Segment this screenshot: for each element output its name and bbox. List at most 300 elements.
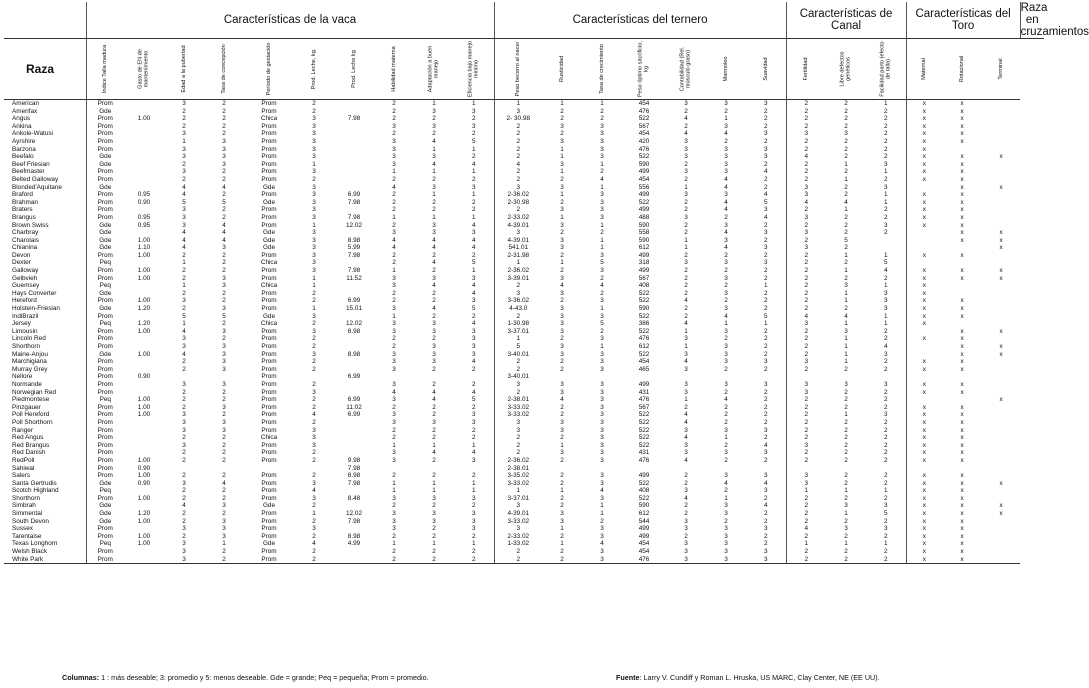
table-cell [982,335,1020,343]
table-cell: 3 [182,297,186,305]
table-cell: 2 [764,403,768,411]
table-cell: Prom [261,221,277,229]
table-cell: 8.98 [347,236,361,244]
breed-name-cell: Blonded'Aquitane [12,183,62,191]
table-cell: 4 [724,206,728,214]
table-cell: 2 [786,533,826,541]
table-cell: x [960,434,964,442]
table-cell: 3-39.01 [494,275,542,283]
table-cell: 2 [222,456,226,464]
table-cell: 0.90 [137,464,151,472]
table-cell: 2 [684,160,688,168]
table-cell: 3 [724,380,728,388]
table-cell: 2 [432,175,436,183]
table-cell: 2 [471,153,476,161]
column-header [164,39,204,100]
table-cell: 2 [392,434,396,442]
table-cell: 2 [786,305,826,313]
table-cell: 1 [432,145,436,153]
table-cell: 4 [471,236,476,244]
table-cell [334,442,374,450]
table-row [4,518,1044,526]
table-cell: 1 [392,441,396,449]
table-cell: 3 [182,153,186,161]
table-cell: 3 [560,320,564,328]
table-cell: 1 [684,327,688,335]
table-cell: 3-37.01 [494,328,542,336]
table-cell [982,259,1020,267]
table-cell [786,465,826,473]
table-cell: 1 [471,487,476,495]
table-cell: 7.98 [347,198,361,206]
table-cell: 556 [638,183,650,191]
table-cell: x [999,350,1003,358]
table-cell: 2 [600,115,604,123]
table-cell [124,366,164,374]
table-cell: Gde [86,161,124,169]
table-row [4,282,1044,290]
table-cell: Prom [261,494,277,502]
table-cell: Prom [261,100,277,107]
table-cell: 2 [182,396,186,404]
table-cell: x [906,297,942,305]
table-cell: 1 [844,335,848,343]
table-cell [334,123,374,131]
table-cell: Prom [261,479,277,487]
table-cell: 3 [724,100,728,107]
table-cell [942,259,982,267]
table-cell: 2 [844,115,848,123]
table-cell: Chica [260,434,278,442]
table-cell: 2 [182,434,186,442]
table-cell: 2 [884,403,888,411]
table-cell: 2 [844,472,848,480]
table-cell: Prom [86,358,124,366]
table-cell [866,373,906,381]
table-cell: x [906,480,942,488]
table-cell: 2 [764,343,768,350]
table-cell [706,373,746,381]
table-cell: 2 [222,335,226,343]
table-cell: 4 [724,244,728,252]
table-cell [124,108,164,116]
table-cell: 4 [432,244,436,252]
table-cell: 2 [684,122,688,130]
table-cell: 8.98 [347,472,361,480]
table-cell: 4 [312,411,316,419]
table-cell [124,427,164,435]
table-cell: 2 [884,122,888,130]
table-cell: Gde [86,229,124,237]
table-cell: 4 [684,320,688,328]
table-cell: 3 [560,236,564,244]
table-cell: 3 [222,305,226,313]
table-cell: 2 [182,175,186,183]
table-cell [942,282,982,290]
table-cell: x [906,138,942,146]
breed-characteristics-table [4,2,1089,564]
table-cell: 2 [222,107,226,115]
table-cell: 2 [684,472,688,480]
table-cell [982,366,1020,374]
table-cell [906,184,942,192]
breed-name-cell: Red Danish [12,449,46,457]
table-cell: 2 [786,335,826,343]
table-cell: 1 [312,160,316,168]
table-cell: 4 [884,343,888,350]
table-cell: 1.00 [137,327,151,335]
table-cell: 0.90 [137,373,151,381]
table-cell: Prom [261,548,277,556]
table-cell: 3 [884,297,888,305]
table-cell: 2 [182,305,186,313]
table-cell: 15.01 [346,305,362,313]
column-header-label: Prod. Leche, kg. [310,48,317,90]
table-cell: 3 [432,122,436,130]
table-cell: 499 [638,267,650,275]
table-cell: 1.00 [137,411,151,419]
table-cell [982,115,1020,123]
table-cell: 3 [724,274,728,282]
table-cell: 2 [884,426,888,434]
table-cell: 2 [844,153,848,161]
breed-name-cell: South Devon [12,517,49,525]
table-cell: 522 [638,434,650,442]
table-cell: 522 [638,297,650,305]
table-cell: 1 [844,289,848,297]
table-cell: 2 [844,434,848,442]
table-cell: 2 [222,122,226,130]
table-cell: Prom [261,388,277,396]
table-cell: 1 [844,350,848,358]
table-cell: x [906,161,942,169]
table-cell: 1 [432,487,436,495]
table-cell [164,373,204,381]
table-cell: 4 [884,267,888,275]
table-cell: x [906,153,942,161]
table-cell: 2 [222,396,226,404]
table-cell: 3 [684,335,688,343]
table-cell: 4 [764,441,768,449]
table-cell: 2 [432,472,436,480]
table-cell: 4 [432,388,436,396]
table-cell: 1 [600,305,604,313]
table-cell: 3 [684,191,688,199]
table-cell: 408 [638,282,650,290]
column-header-label: Tasa de concepción [220,44,227,94]
table-cell [982,108,1020,116]
table-cell: 2 [786,259,826,267]
table-cell: 3 [560,312,564,320]
table-cell: 2 [312,403,316,411]
table-cell: 3 [764,472,768,480]
table-cell: 3 [600,388,604,396]
table-cell [124,434,164,442]
table-cell [622,373,666,381]
table-cell: 522 [638,350,650,358]
table-cell: Gde [86,502,124,510]
table-cell: Prom [86,115,124,123]
table-cell: x [906,434,942,442]
table-cell [982,465,1020,473]
table-cell: 3 [560,160,564,168]
breed-name-cell: Sussex [12,525,33,533]
table-cell: 2 [786,396,826,404]
table-cell: 3 [786,389,826,397]
table-cell: 2 [844,403,848,411]
table-cell: x [960,548,964,556]
table-cell: Prom [261,350,277,358]
table-cell: 2 [786,419,826,427]
table-cell: 2 [392,548,396,556]
table-cell: 0.95 [137,213,151,221]
table-cell [124,130,164,138]
table-cell: 3 [684,213,688,221]
table-cell: 2 [684,532,688,540]
table-cell: 2- 30.98 [494,115,542,123]
table-cell: 3 [222,244,226,252]
table-cell: 2 [494,358,542,366]
table-cell [334,381,374,389]
table-cell: 1 [560,525,564,533]
table-cell [124,146,164,154]
table-cell: 5 [471,305,476,313]
table-cell: 2 [844,388,848,396]
table-cell: 567 [638,122,650,130]
table-cell: 3 [312,213,316,221]
table-cell: 3 [312,479,316,487]
table-cell: 1 [432,100,436,107]
table-cell: x [999,236,1003,244]
table-cell: 2 [494,366,542,374]
table-cell: 3 [560,206,564,214]
table-cell: 2 [724,297,728,305]
table-cell: 3 [312,137,316,145]
table-cell: 3 [724,236,728,244]
table-cell [334,282,374,290]
table-cell: 2 [182,403,186,411]
breed-name-cell: Braters [12,206,33,214]
table-cell: x [960,305,964,313]
table-cell: 3-36.02 [494,297,542,305]
table-cell: 3 [724,327,728,335]
column-header [706,39,746,100]
column-header [414,39,454,100]
breed-name-cell: Holstein-Friesian [12,305,60,313]
table-cell: 2 [432,289,436,297]
table-cell: 2 [684,206,688,214]
table-cell: 2 [764,183,768,191]
table-cell: Prom [86,100,124,108]
table-cell [866,465,906,473]
table-cell: 3 [600,130,604,138]
table-cell: 8.98 [347,532,361,540]
table-cell: 3 [724,191,728,199]
table-cell: 3 [471,183,476,191]
table-cell: Prom [86,548,124,556]
table-cell: x [960,510,964,518]
table-cell [906,396,942,404]
table-row [4,199,1044,207]
table-cell: 4 [392,236,396,244]
table-cell [982,449,1020,457]
table-cell: 2 [222,320,226,328]
table-cell: Chica [260,259,278,267]
table-cell: 2 [844,426,848,434]
table-cell: 3 [392,305,396,313]
table-cell: Gde [262,229,276,237]
table-cell: 454 [638,130,650,138]
breed-name-cell: Braford [12,191,33,199]
table-cell: 4 [182,502,186,510]
table-cell [294,373,334,381]
table-row [4,259,1044,267]
table-cell: 4-39.01 [494,237,542,245]
table-cell [124,176,164,184]
table-cell: 3 [600,434,604,442]
table-row [4,297,1044,305]
table-cell: 2 [786,115,826,123]
table-cell: 3 [684,449,688,457]
table-cell: Gde [262,502,276,510]
table-cell [942,146,982,154]
table-cell: 1-30.98 [494,320,542,328]
table-cell: 2 [764,396,768,404]
breed-name-cell: Marchigiana [12,358,47,366]
table-cell: 3 [392,145,396,153]
table-row [4,153,1044,161]
table-cell: Prom [86,275,124,283]
table-cell: 2 [182,289,186,297]
table-cell: 3 [600,198,604,206]
table-cell [334,108,374,116]
table-cell: 2 [844,107,848,115]
table-cell: 2 [392,115,396,123]
table-cell [334,146,374,154]
table-cell: 1 [312,510,316,518]
table-cell: 1 [844,160,848,168]
table-cell: x [906,495,942,503]
table-cell: 2 [222,411,226,419]
table-cell: 1 [600,502,604,510]
table-row [4,138,1044,146]
table-cell: 3 [432,350,436,358]
table-cell [334,259,374,267]
table-cell: 1 [392,487,396,495]
table-cell: 2 [764,418,768,426]
table-cell: 420 [638,137,650,145]
table-row [4,351,1044,359]
table-cell: 4 [684,456,688,464]
table-cell: 3 [312,388,316,396]
table-cell: 2 [182,449,186,457]
table-cell: x [906,199,942,207]
breed-name-cell: Normande [12,380,42,388]
table-cell: 3 [560,221,564,229]
breed-name-cell: Shorthorn [12,494,41,502]
table-cell: 1 [494,487,542,495]
table-cell: x [960,472,964,480]
table-cell [942,290,982,298]
table-cell: 1 [182,282,186,290]
table-cell: 3 [222,525,226,533]
table-cell: 2 [600,274,604,282]
table-cell: 2-33.02 [494,214,542,222]
table-cell: 3-37.01 [494,495,542,503]
table-cell: 1 [560,100,564,107]
table-cell: Prom [261,297,277,305]
source-text: : Larry V. Cundiff y Roman L. Hruska, US MARC, Clay Center, NE (EE UU). [639,673,880,682]
table-cell: Prom [86,411,124,419]
table-cell: x [906,404,942,412]
table-cell: 1 [182,259,186,267]
table-row [4,358,1044,366]
column-header-row [4,39,1044,100]
table-cell: 3 [582,556,622,564]
column-header-label: Maternal [921,58,928,80]
table-cell: x [960,175,964,183]
column-header-label: Rusticidad [558,55,565,83]
column-header [204,39,244,100]
table-cell: 2 [764,494,768,502]
table-cell: 3 [222,502,226,510]
table-cell: 2 [684,274,688,282]
table-cell: 3 [724,426,728,434]
table-cell: 2 [222,494,226,502]
breed-name-cell: Charbray [12,229,39,237]
table-cell: x [906,540,942,548]
table-cell: 3 [600,411,604,419]
table-cell: 2 [560,479,564,487]
table-cell: 3 [312,130,316,138]
table-cell: 2 [724,137,728,145]
table-cell: x [906,427,942,435]
table-cell: x [960,251,964,259]
table-cell: 0.90 [137,198,151,206]
table-cell: 1 [432,213,436,221]
table-cell: 2 [884,335,888,343]
table-cell: 3 [786,229,826,237]
table-cell: Gde [86,480,124,488]
table-cell: 3 [684,540,688,548]
table-cell: 3 [600,418,604,426]
table-cell: 3 [432,418,436,426]
table-cell: 1 [844,175,848,183]
table-cell: 2 [844,305,848,313]
table-cell: 12.02 [346,320,362,328]
table-cell: x [906,320,942,328]
table-cell: x [960,130,964,138]
table-cell: 3 [724,532,728,540]
table-row [4,290,1044,298]
table-cell: 1 [884,312,888,320]
table-cell: 4 [471,320,476,328]
table-cell: 2 [312,358,316,366]
table-cell: 2 [560,532,564,540]
table-cell [746,465,786,473]
table-cell: 2 [312,297,316,305]
table-cell: 2 [884,137,888,145]
table-cell: 3 [600,403,604,411]
table-cell: 590 [638,305,650,313]
table-cell: 2 [844,191,848,199]
table-cell: 11.02 [346,403,362,411]
table-cell: x [960,517,964,525]
table-cell: 4 [222,183,226,191]
table-cell: 3 [600,426,604,434]
table-cell: 2 [312,396,316,404]
table-cell: 3 [222,380,226,388]
